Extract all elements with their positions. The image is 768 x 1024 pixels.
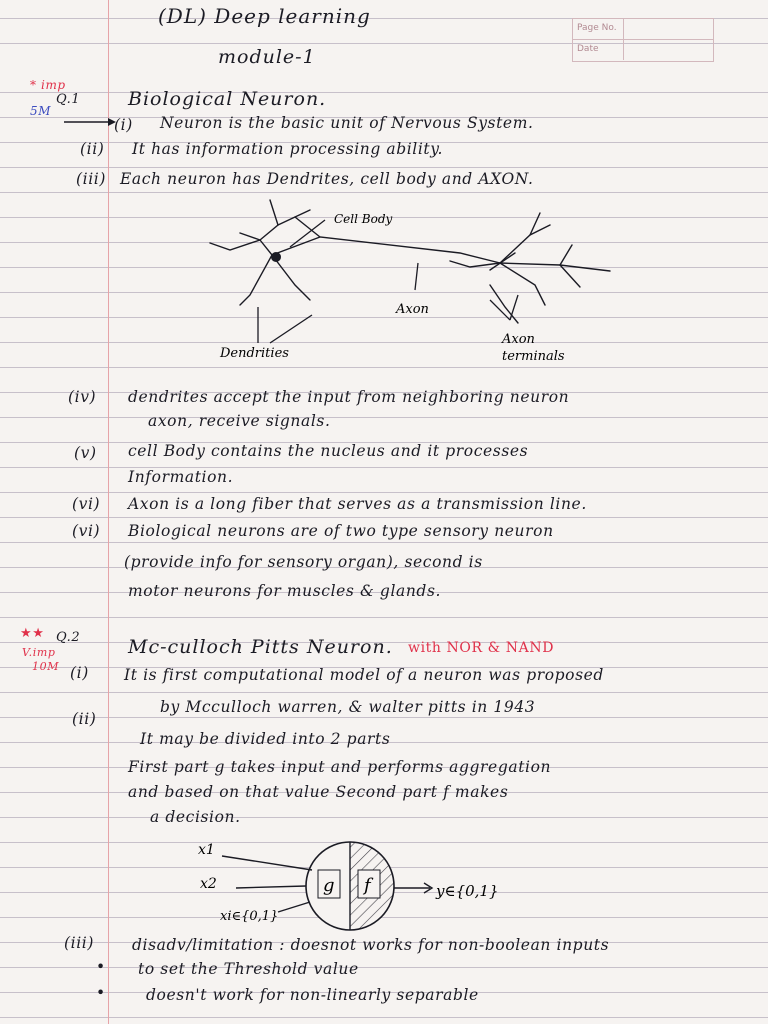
neuron-diagram: [200, 195, 640, 370]
q1-iv-num: (iv): [68, 388, 97, 406]
q2-imp-mark: V.imp: [22, 646, 56, 659]
q2-iii-text: disadv/limitation : doesnot works for non-boolean inputs: [132, 936, 610, 954]
q1-number: Q.1: [56, 92, 81, 107]
label-xi: xi∈{0,1}: [220, 909, 279, 924]
label-f: f: [364, 875, 371, 896]
q1-v-text-2: Information.: [128, 468, 234, 486]
q2-ii-text-3: and based on that value Second part f makes: [128, 783, 509, 801]
q2-bullet-2: doesn't work for non-linearly separable: [146, 986, 479, 1004]
q2-heading-note: with NOR & NAND: [408, 640, 555, 656]
q2-iii-num: (iii): [64, 934, 94, 952]
q2-i-text-1: It is first computational model of a neuron was proposed: [124, 666, 604, 684]
q2-heading: Mc-culloch Pitts Neuron.: [128, 636, 393, 658]
q1-v-text-1: cell Body contains the nucleus and it processes: [128, 442, 529, 460]
arrow-icon: [64, 112, 116, 128]
q2-marks: 10M: [32, 660, 60, 673]
module-title: module-1: [218, 46, 316, 68]
page-no-label: Page No.: [577, 23, 617, 33]
margin-line: [108, 0, 109, 1024]
q2-ii-text-1: It may be divided into 2 parts: [140, 730, 391, 748]
q2-ii-text-4: a decision.: [150, 808, 241, 826]
label-axon: Axon: [396, 302, 429, 317]
q1-ii-text: It has information processing ability.: [132, 140, 444, 158]
q1-iii-text: Each neuron has Dendrites, cell body and AXON.: [120, 170, 534, 188]
q1-vii-text-2: (provide info for sensory organ), second is: [124, 553, 483, 571]
q1-vii-text-3: motor neurons for muscles & glands.: [128, 582, 442, 600]
label-x2: x2: [200, 876, 217, 892]
q2-number: Q.2: [56, 630, 81, 645]
q2-bullet-1: to set the Threshold value: [138, 960, 359, 978]
q1-i-num: (i): [114, 116, 133, 134]
imp-mark: * imp: [30, 78, 66, 92]
q2-stars: ★★: [20, 626, 45, 641]
label-g: g: [323, 875, 335, 896]
q1-vii-text-1: Biological neurons are of two type sensory neuron: [128, 522, 554, 540]
q1-heading: Biological Neuron.: [128, 88, 327, 110]
bullet-dot-2: •: [96, 984, 106, 1002]
q1-vii-num: (vi): [72, 522, 101, 540]
label-axon-terminals-1: Axon: [502, 332, 535, 347]
q2-i-text-2: by Mcculloch warren, & walter pitts in 1943: [160, 698, 536, 716]
label-axon-terminals-2: terminals: [502, 349, 565, 364]
label-y: y∈{0,1}: [436, 882, 499, 900]
bullet-dot-1: •: [96, 958, 106, 976]
nucleus-icon: [271, 252, 281, 262]
page-number-box: [572, 18, 714, 62]
q1-iii-num: (iii): [76, 170, 106, 188]
label-cell-body: Cell Body: [334, 212, 393, 226]
q2-ii-text-2: First part g takes input and performs aggregation: [128, 758, 552, 776]
q1-v-num: (v): [74, 444, 97, 462]
page-title: (DL) Deep learning: [158, 4, 371, 28]
q1-vi-num: (vi): [72, 495, 101, 513]
q2-i-num: (i): [70, 664, 89, 682]
q1-marks: 5M: [30, 104, 52, 118]
q1-ii-num: (ii): [80, 140, 105, 158]
q1-iv-text-2: axon, receive signals.: [148, 412, 331, 430]
q1-i-text: Neuron is the basic unit of Nervous System.: [160, 114, 534, 132]
q1-iv-text-1: dendrites accept the input from neighboring neuron: [128, 388, 570, 406]
date-label: Date: [577, 44, 599, 54]
mcp-neuron-diagram: [180, 836, 560, 936]
q2-ii-num: (ii): [72, 710, 97, 728]
label-dendrites: Dendrities: [220, 346, 289, 361]
label-x1: x1: [198, 842, 215, 858]
q1-vi-text: Axon is a long fiber that serves as a transmission line.: [128, 495, 587, 513]
